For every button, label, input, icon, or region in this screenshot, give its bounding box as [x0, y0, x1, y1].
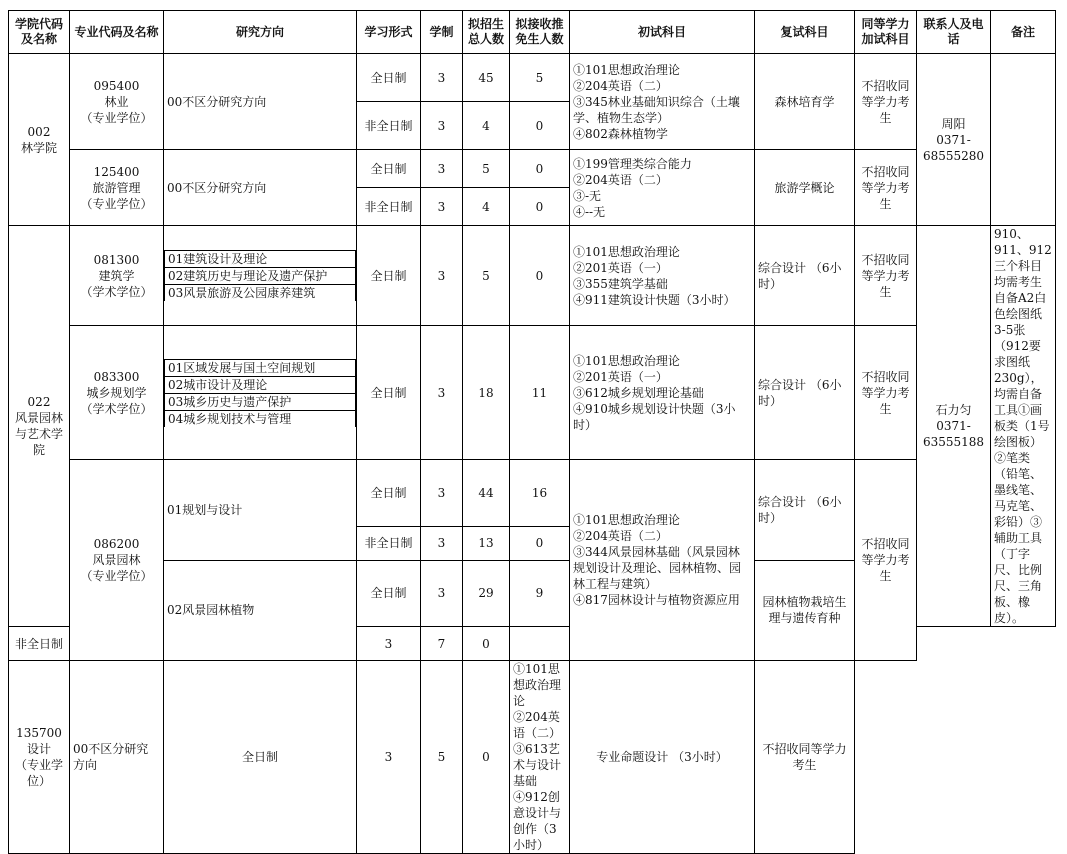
study-mode: 非全日制 [357, 102, 421, 150]
study-mode: 全日制 [357, 326, 421, 460]
exam-subject: ③612城乡规划理论基础 [573, 385, 704, 400]
header-major: 专业代码及名称 [70, 11, 164, 54]
exam-subject: ①101思想政治理论 [573, 244, 680, 259]
direction-cell [164, 326, 357, 460]
direction-item: 02城市设计及理论 [165, 376, 356, 393]
major-cell [70, 460, 164, 661]
equiv-cell: 不招收同等学力考生 [855, 460, 917, 661]
major-code: 125400 [93, 164, 140, 179]
study-mode: 全日制 [357, 150, 421, 188]
exam-subject: ②204英语（二） [573, 172, 668, 187]
years: 3 [421, 526, 463, 560]
exam-subject: ③355建筑学基础 [573, 276, 668, 291]
table-row [9, 326, 1056, 460]
contact-name: 周阳 [941, 116, 966, 131]
note-cell [991, 54, 1056, 226]
equiv-cell: 不招收同等学力考生 [755, 661, 855, 854]
major-cell [70, 226, 164, 326]
header-study-mode: 学习形式 [357, 11, 421, 54]
retest-cell: 旅游学概论 [755, 150, 855, 226]
exam-subject: ②201英语（一） [573, 260, 668, 275]
years: 3 [421, 188, 463, 226]
college-code: 002 [27, 124, 51, 139]
table-row [9, 460, 1056, 527]
years: 3 [421, 460, 463, 527]
study-mode: 全日制 [164, 661, 357, 854]
college-cell [9, 226, 70, 627]
retest-cell: 综合设计 （6小时） [755, 226, 855, 326]
study-mode: 非全日制 [9, 627, 70, 661]
major-degree: （专业学位） [80, 110, 153, 125]
major-code: 095400 [93, 78, 140, 93]
exam-subject: ②204英语（二） [573, 78, 668, 93]
exam-subject: ③613艺术与设计基础 [513, 742, 562, 788]
major-cell [70, 54, 164, 150]
header-note: 备注 [991, 11, 1056, 54]
major-cell [70, 326, 164, 460]
header-contact: 联系人及电话 [917, 11, 991, 54]
major-degree: （专业学位） [80, 569, 153, 583]
exam-cell [570, 54, 755, 150]
years: 3 [421, 226, 463, 326]
header-total: 拟招生总人数 [463, 11, 510, 54]
retest-cell: 森林培育学 [755, 54, 855, 150]
college-cell [9, 54, 70, 226]
exam-subject: ③345林业基础知识综合（土壤学、植物生态学） [573, 94, 740, 125]
contact-phone: 0371-63555188 [922, 419, 985, 449]
header-direction: 研究方向 [164, 11, 357, 54]
years: 3 [421, 560, 463, 627]
contact-cell [917, 54, 991, 226]
direction-item: 04城乡规划技术与管理 [165, 410, 356, 427]
header-years: 学制 [421, 11, 463, 54]
table-row [9, 150, 1056, 188]
total-count: 4 [463, 188, 510, 226]
exam-cell [570, 326, 755, 460]
table-row [9, 661, 1056, 854]
equiv-cell: 不招收同等学力考生 [855, 150, 917, 226]
table-row [9, 226, 1056, 326]
exam-subject: ④910城乡规划设计快题（3小时） [573, 401, 736, 432]
total-count: 5 [421, 661, 463, 854]
years: 3 [421, 102, 463, 150]
contact-name: 石力匀 [935, 403, 972, 417]
header-college: 学院代码及名称 [9, 11, 70, 54]
exempt-count: 0 [510, 188, 570, 226]
header-row [9, 11, 1056, 54]
direction-item: 02建筑历史与理论及遗产保护 [165, 268, 356, 285]
exam-cell [570, 226, 755, 326]
exempt-count: 16 [510, 460, 570, 527]
contact-cell [917, 226, 991, 627]
direction-item: 01区域发展与国土空间规划 [165, 359, 356, 376]
header-exempt: 拟接收推免生人数 [510, 11, 570, 54]
retest-cell: 园林植物栽培生理与遗传育种 [755, 560, 855, 661]
total-count: 5 [463, 226, 510, 326]
years: 3 [421, 54, 463, 102]
total-count: 45 [463, 54, 510, 102]
total-count: 44 [463, 460, 510, 527]
exam-cell [570, 460, 755, 661]
total-count: 18 [463, 326, 510, 460]
exempt-count: 0 [510, 102, 570, 150]
direction-item: 03城乡历史与遗产保护 [165, 393, 356, 410]
exam-subject: ③-无 [573, 188, 602, 203]
total-count: 4 [463, 102, 510, 150]
header-retest: 复试科目 [755, 11, 855, 54]
major-name: 旅游管理 [92, 180, 141, 195]
equiv-cell: 不招收同等学力考生 [855, 54, 917, 150]
college-name: 林学院 [20, 140, 57, 155]
total-count: 13 [463, 526, 510, 560]
years: 3 [421, 150, 463, 188]
major-name: 设计 [26, 742, 51, 756]
exam-subject: ④912创意设计与创作（3小时） [513, 790, 562, 852]
note-cell: 910、911、912三个科目均需考生自备A2白色绘图纸3-5张（912要求图纸230g），均需自备工具①画板类（1号绘图板）②笔类（铅笔、墨线笔、马克笔、彩铅）③辅助工具（丁字尺、比例尺、三角板、橡皮）。 [991, 226, 1056, 627]
exam-cell [510, 661, 570, 854]
college-name: 风景园林与艺术学院 [14, 411, 63, 457]
header-exam: 初试科目 [570, 11, 755, 54]
college-code: 022 [27, 395, 51, 409]
study-mode: 全日制 [357, 460, 421, 527]
exam-cell [570, 150, 755, 226]
years: 3 [421, 326, 463, 460]
total-count: 7 [421, 627, 463, 661]
major-degree: （专业学位） [80, 196, 153, 211]
exempt-count: 0 [510, 226, 570, 326]
exempt-count: 5 [510, 54, 570, 102]
exam-subject: ①199管理类综合能力 [573, 156, 692, 171]
exempt-count: 0 [510, 526, 570, 560]
retest-cell: 综合设计 （6小时） [755, 326, 855, 460]
direction-cell: 02风景园林植物 [164, 560, 357, 661]
major-code: 081300 [93, 252, 140, 267]
direction-cell: 00不区分研究方向 [164, 150, 357, 226]
major-name: 建筑学 [98, 268, 135, 283]
major-code: 135700 [16, 726, 62, 740]
study-mode: 全日制 [357, 226, 421, 326]
major-name: 城乡规划学 [86, 385, 147, 400]
major-cell [70, 150, 164, 226]
exempt-count: 9 [510, 560, 570, 627]
header-equiv: 同等学力加试科目 [855, 11, 917, 54]
major-name: 风景园林 [92, 553, 141, 567]
total-count: 29 [463, 560, 510, 627]
exam-subject: ④817园林设计与植物资源应用 [573, 593, 740, 607]
exempt-count: 0 [510, 150, 570, 188]
retest-cell: 综合设计 （6小时） [755, 460, 855, 561]
study-mode: 全日制 [357, 54, 421, 102]
equiv-cell: 不招收同等学力考生 [855, 326, 917, 460]
exempt-count: 11 [510, 326, 570, 460]
years: 3 [357, 627, 421, 661]
direction-cell [164, 226, 357, 326]
admissions-table-wrapper [8, 10, 1056, 854]
table-row [9, 54, 1056, 102]
total-count: 5 [463, 150, 510, 188]
contact-phone: 0371-68555280 [922, 132, 985, 163]
study-mode: 全日制 [357, 560, 421, 627]
major-degree: （专业学位） [14, 758, 63, 788]
exam-subject: ④911建筑设计快题（3小时） [573, 292, 736, 307]
direction-cell: 00不区分研究方向 [164, 54, 357, 150]
exempt-count: 0 [463, 627, 510, 661]
exam-subject: ①101思想政治理论 [573, 513, 680, 527]
exam-subject: ①101思想政治理论 [573, 62, 680, 77]
study-mode: 非全日制 [357, 188, 421, 226]
retest-cell: 专业命题设计 （3小时） [570, 661, 755, 854]
direction-list [164, 359, 356, 427]
exempt-count: 0 [463, 661, 510, 854]
exam-subject: ①101思想政治理论 [513, 662, 562, 708]
direction-cell: 01规划与设计 [164, 460, 357, 561]
major-name: 林业 [104, 94, 129, 109]
major-degree: （学术学位） [80, 401, 153, 416]
direction-list [164, 250, 356, 301]
exam-subject: ④802森林植物学 [573, 126, 668, 141]
exam-subject: ②204英语（二） [573, 529, 668, 543]
exam-subject: ②201英语（一） [573, 369, 668, 384]
admissions-table [8, 10, 1056, 854]
direction-item: 01建筑设计及理论 [165, 251, 356, 268]
exam-subject: ④--无 [573, 204, 606, 219]
major-cell [9, 661, 70, 854]
major-code: 083300 [93, 369, 140, 384]
direction-item: 03风景旅游及公园康养建筑 [165, 285, 356, 302]
study-mode: 非全日制 [357, 526, 421, 560]
exam-subject: ②204英语（二） [513, 710, 562, 740]
direction-cell: 00不区分研究方向 [70, 661, 164, 854]
major-code: 086200 [93, 537, 140, 551]
exam-subject: ③344风景园林基础（风景园林规划设计及理论、园林植物、园林工程与建筑） [573, 545, 742, 591]
years: 3 [357, 661, 421, 854]
equiv-cell: 不招收同等学力考生 [855, 226, 917, 326]
major-degree: （学术学位） [80, 284, 153, 299]
exam-subject: ①101思想政治理论 [573, 353, 680, 368]
